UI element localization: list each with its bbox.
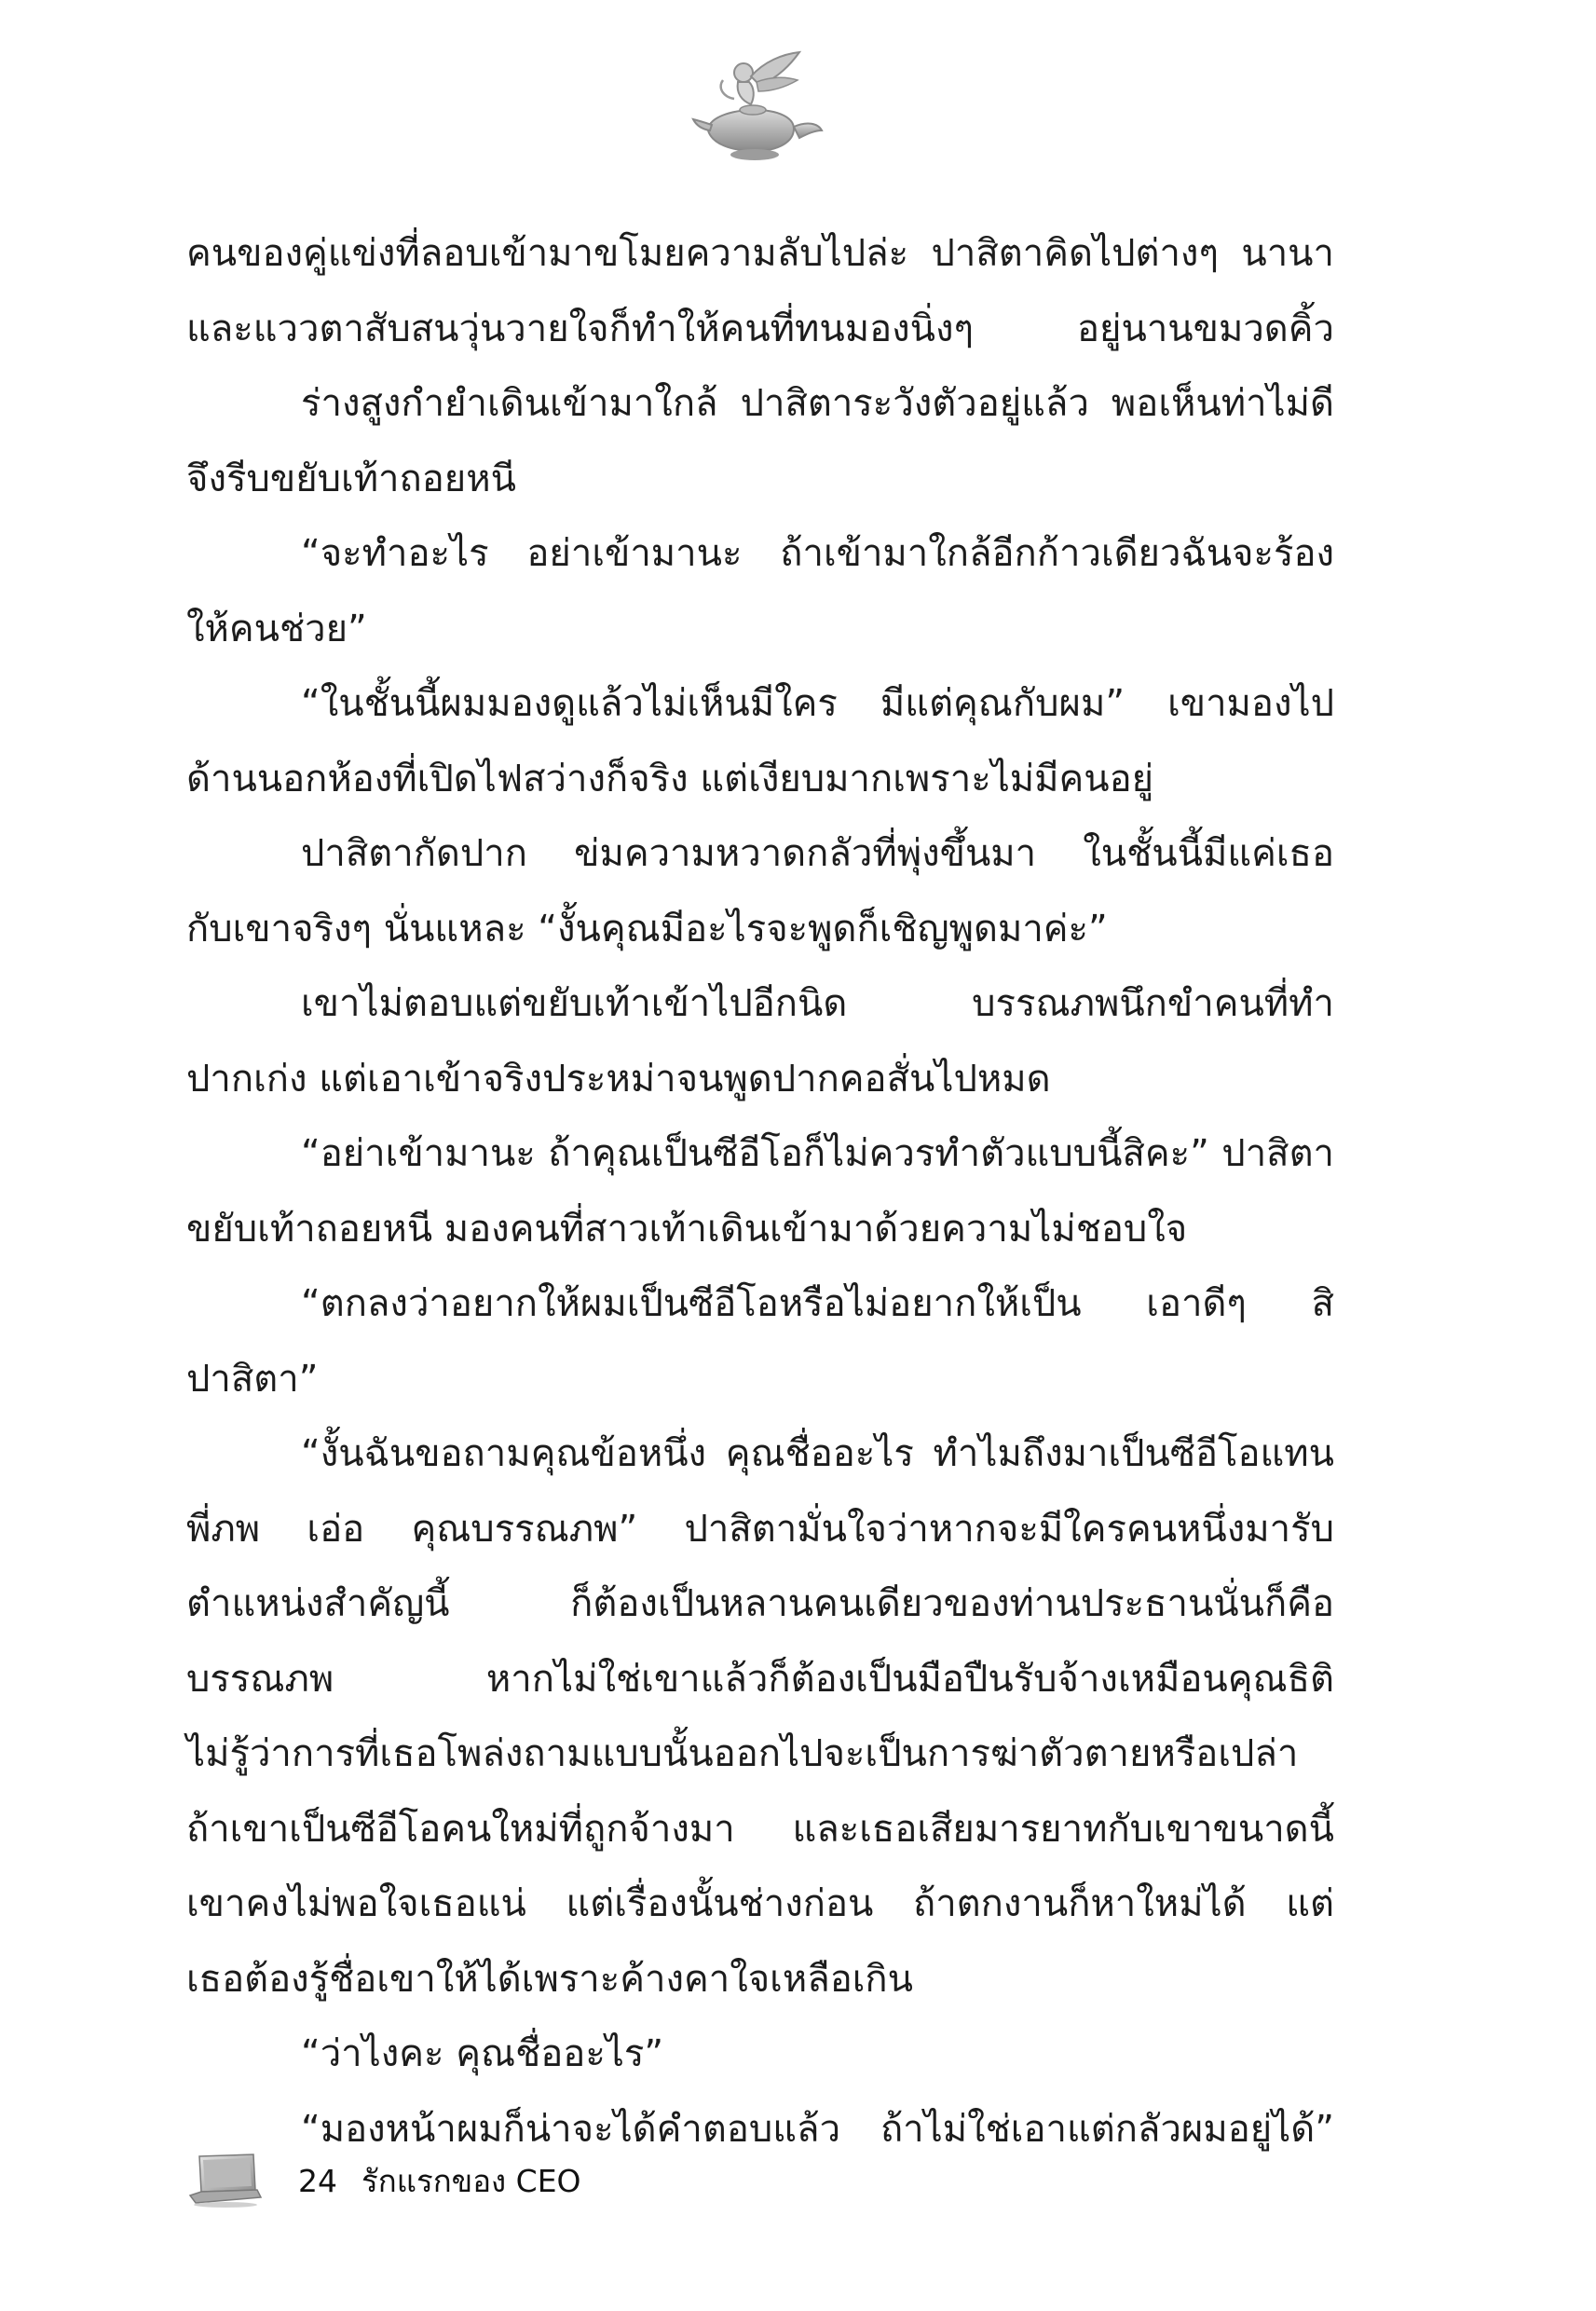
book-title: รักแรกของ CEO <box>361 2162 581 2199</box>
paragraph-line: ด้านนอกห้องที่เปิดไฟสว่างก็จริง แต่เงียบมากเพราะไม่มีคนอยู่ <box>186 757 1154 800</box>
paragraph-line: ให้คนช่วย” <box>186 607 367 650</box>
paragraph-line: “อย่าเข้ามานะ ถ้าคุณเป็นซีอีโอก็ไม่ควรทำตัวแบบนี้สิคะ” ปาสิตา <box>301 1132 1334 1175</box>
paragraph-line: “มองหน้าผมก็น่าจะได้คำตอบแล้ว ถ้าไม่ใช่เอาแต่กลัวผมอยู่ได้” <box>301 2107 1334 2151</box>
paragraph-line: เขาไม่ตอบแต่ขยับเท้าเข้าไปอีกนิด บรรณภพนึกขำคนที่ทำ <box>301 982 1334 1025</box>
paragraph-line: ไม่รู้ว่าการที่เธอโพล่งถามแบบนั้นออกไปจะเป็นการฆ่าตัวตายหรือเปล่า <box>186 1732 1299 1775</box>
paragraph-line: ปาสิตากัดปาก ข่มความหวาดกลัวที่พุ่งขึ้นมา ในชั้นนี้มีแค่เธอ <box>301 832 1334 875</box>
paragraph-line: ร่างสูงกำยำเดินเข้ามาใกล้ ปาสิตาระวังตัวอยู่แล้ว พอเห็นท่าไม่ดี <box>301 382 1334 425</box>
paragraph-line: “งั้นฉันขอถามคุณข้อหนึ่ง คุณชื่ออะไร ทำไมถึงมาเป็นซีอีโอแทน <box>301 1432 1334 1475</box>
paragraph-line: กับเขาจริงๆ นั่นแหละ “งั้นคุณมีอะไรจะพูดก็เชิญพูดมาค่ะ” <box>186 907 1108 950</box>
paragraph-line: ตำแหน่งสำคัญนี้ ก็ต้องเป็นหลานคนเดียวของท่านประธานนั่นก็คือ <box>186 1582 1334 1625</box>
paragraph-line: “ว่าไงคะ คุณชื่ออะไร” <box>301 2032 664 2075</box>
laptop-icon <box>186 2153 263 2208</box>
paragraph-line: จึงรีบขยับเท้าถอยหนี <box>186 457 516 500</box>
body-text <box>186 216 1334 2167</box>
paragraph-line: “จะทำอะไร อย่าเข้ามานะ ถ้าเข้ามาใกล้อีกก้าวเดียวฉันจะร้อง <box>301 532 1334 575</box>
paragraph-line: “ตกลงว่าอยากให้ผมเป็นซีอีโอหรือไม่อยากให้เป็น เอาดีๆ สิ <box>301 1282 1334 1325</box>
paragraph-line: “ในชั้นนี้ผมมองดูแล้วไม่เห็นมีใคร มีแต่คุณกับผม” เขามองไป <box>301 682 1334 725</box>
paragraph-line: พี่ภพ เอ่อ คุณบรรณภพ” ปาสิตามั่นใจว่าหากจะมีใครคนหนึ่งมารับ <box>186 1507 1334 1551</box>
paragraph-line: คนของคู่แข่งที่ลอบเข้ามาขโมยความลับไปล่ะ ปาสิตาคิดไปต่างๆ นานา <box>186 232 1334 275</box>
paragraph-line: เขาคงไม่พอใจเธอแน่ แต่เรื่องนั้นช่างก่อน ถ้าตกงานก็หาใหม่ได้ แต่ <box>186 1882 1334 1925</box>
paragraph-line: ขยับเท้าถอยหนี มองคนที่สาวเท้าเดินเข้ามาด้วยความไม่ชอบใจ <box>186 1207 1188 1251</box>
paragraph-line: และแววตาสับสนวุ่นวายใจก็ทำให้คนที่ทนมองนิ่งๆ อยู่นานขมวดคิ้ว <box>186 307 1334 350</box>
cupid-teapot-icon <box>689 45 829 171</box>
page-number: 24 <box>298 2162 337 2199</box>
paragraph-line: ปากเก่ง แต่เอาเข้าจริงประหม่าจนพูดปากคอสั่นไปหมด <box>186 1057 1051 1101</box>
paragraph-line: ถ้าเขาเป็นซีอีโอคนใหม่ที่ถูกจ้างมา และเธอเสียมารยาทกับเขาขนาดนี้ <box>186 1807 1334 1851</box>
paragraph-line: เธอต้องรู้ชื่อเขาให้ได้เพราะค้างคาใจเหลือเกิน <box>186 1957 913 2001</box>
paragraph-line: บรรณภพ หากไม่ใช่เขาแล้วก็ต้องเป็นมือปืนรับจ้างเหมือนคุณธิติ <box>186 1657 1334 1701</box>
paragraph-line: ปาสิตา” <box>186 1357 319 1401</box>
page-footer <box>186 2143 581 2218</box>
